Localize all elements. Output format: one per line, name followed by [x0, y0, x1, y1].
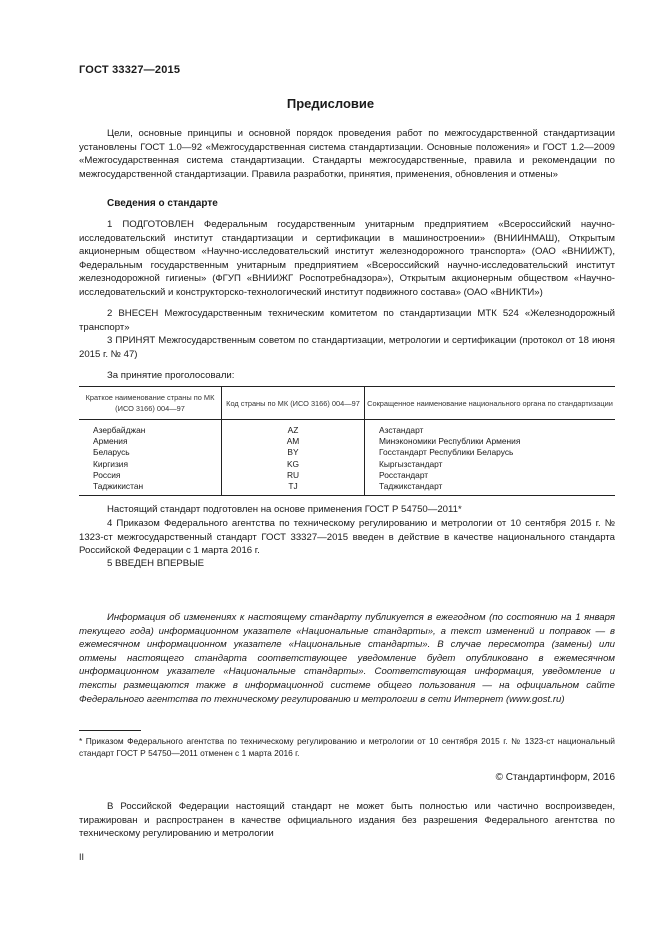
- section-title: Сведения о стандарте: [107, 198, 218, 209]
- page-title: Предисловие: [286, 96, 375, 111]
- cell-body: Минэкономики Республики Армения: [365, 436, 616, 447]
- rights-paragraph: [79, 800, 615, 841]
- rights-text: В Российской Федерации настоящий стандарт не может быть полностью или частично воспроизведен, тиражирован и распространен в качестве официального издания без разрешения Федерального агентства по техническому регулированию и метрологии: [79, 801, 615, 840]
- cell-body: Росстандарт: [365, 470, 616, 481]
- header-country: Краткое наименование страны по МК (ИСО 3166) 004—97: [79, 387, 222, 420]
- item-3: [79, 334, 615, 361]
- cell-country: Армения: [93, 436, 128, 447]
- info-paragraph: [79, 611, 615, 706]
- cell-code: RU: [222, 470, 365, 481]
- table-header-row: [79, 387, 615, 420]
- cell-code: AZ: [222, 420, 365, 437]
- cell-body: Кыргызстандарт: [365, 459, 616, 470]
- intro-text: Цели, основные принципы и основной порядок проведения работ по межгосударственной стандартизации установлены ГОСТ 1.0—92 «Межгосударственная система стандартизации. Основные положения» и ГОСТ 1.2—2009 «Межгосударственная система стандартизации. Стандарты межгосударственные, правила и рекомендации по межгосударственной стандартизации. Правила разработки, принятия, применения, обновления и отмены»: [79, 128, 615, 180]
- table-row: [79, 459, 615, 470]
- cell-code: BY: [222, 447, 365, 458]
- table-row: [79, 436, 615, 447]
- document-header: ГОСТ 33327—2015: [79, 64, 181, 76]
- table-row: [79, 447, 615, 458]
- copyright: © Стандартинформ, 2016: [495, 772, 615, 783]
- cell-code: AM: [222, 436, 365, 447]
- cell-body: Азстандарт: [365, 420, 616, 437]
- table-row: [79, 470, 615, 481]
- table-row: [79, 420, 615, 437]
- item-4: [79, 517, 615, 558]
- item-3-text: 3 ПРИНЯТ Межгосударственным советом по стандартизации, метрологии и сертификации (протокол от 18 июня 2015 г. № 47): [79, 335, 615, 360]
- table-row: [79, 481, 615, 496]
- page-number: II: [79, 852, 85, 862]
- cell-country: Азербайджан: [93, 425, 146, 435]
- cell-country: Россия: [93, 469, 121, 480]
- footnote-text: * Приказом Федерального агентства по техническому регулированию и метрологии от 10 сентября 2015 г. № 1323-ст национальный стандарт ГОСТ Р 54750—2011 отменен с 1 марта 2016 г.: [79, 736, 615, 759]
- item-2: [79, 307, 615, 334]
- intro-paragraph: [79, 127, 615, 181]
- cell-body: Госстандарт Республики Беларусь: [365, 447, 616, 458]
- cell-code: TJ: [222, 481, 365, 496]
- item-1: [79, 218, 615, 300]
- item-4-text: 4 Приказом Федерального агентства по техническому регулированию и метрологии от 10 сентября 2015 г. № 1323-ст межгосударственный стандарт ГОСТ 33327—2015 введен в действие в качестве национального стандарта Российской Федерации с 1 марта 2016 г.: [79, 518, 615, 557]
- item-5-text: 5 ВВЕДЕН ВПЕРВЫЕ: [107, 558, 205, 569]
- basis-paragraph: [79, 503, 615, 517]
- item-1-text: 1 ПОДГОТОВЛЕН Федеральным государственным унитарным предприятием «Всероссийский научно-исследовательский институт стандартизации и сертификации в машиностроении» (ВНИИНМАШ), Открытым акционерным обществом «Научно-исследовательский институт железнодорожного транспорта» (ОАО «ВНИИЖТ), Федеральным государственным унитарным предприятием «Всероссийский научно-исследовательский институт железнодорожной гигиены» (ФГУП «ВНИИЖГ Роспотребнадзора»), Открытым акционерным обществом «Научно-исследовательский и конструкторско-технологический институт подвижного состава» (ОАО «ВНИКТИ»): [79, 219, 615, 298]
- vote-intro: За принятие проголосовали:: [107, 370, 235, 381]
- voting-table: [79, 386, 615, 496]
- footnote-divider: [79, 730, 141, 731]
- cell-body: Таджикстандарт: [365, 481, 616, 496]
- info-text: Информация об изменениях к настоящему стандарту публикуется в ежегодном (по состоянию на 1 января текущего года) информационном указателе «Национальные стандарты», а текст изменений и поправок — в ежемесячном информационном указателе «Национальные стандарты». В случае пересмотра (замены) или отмены настоящего стандарта соответствующее уведомление будет опубликовано в ежемесячном информационном указателе «Национальные стандарты». Соответствующая информация, уведомление и тексты размещаются также в информационной системе общего пользования — на официальном сайте Федерального агентства по техническому регулированию и метрологии в сети Интернет (www.gost.ru): [79, 612, 615, 705]
- basis-text: Настоящий стандарт подготовлен на основе применения ГОСТ Р 54750—2011*: [107, 504, 462, 515]
- header-body: Сокращенное наименование национального органа по стандартизации: [365, 387, 616, 420]
- footnote: [79, 735, 615, 760]
- cell-country: Киргизия: [93, 458, 129, 469]
- header-code: Код страны по МК (ИСО 3166) 004—97: [222, 387, 365, 420]
- cell-code: KG: [222, 459, 365, 470]
- item-5: [79, 557, 615, 571]
- item-2-text: 2 ВНЕСЕН Межгосударственным техническим комитетом по стандартизации МТК 524 «Железнодорожный транспорт»: [79, 308, 615, 333]
- cell-country: Беларусь: [93, 447, 130, 458]
- cell-country: Таджикистан: [79, 481, 222, 496]
